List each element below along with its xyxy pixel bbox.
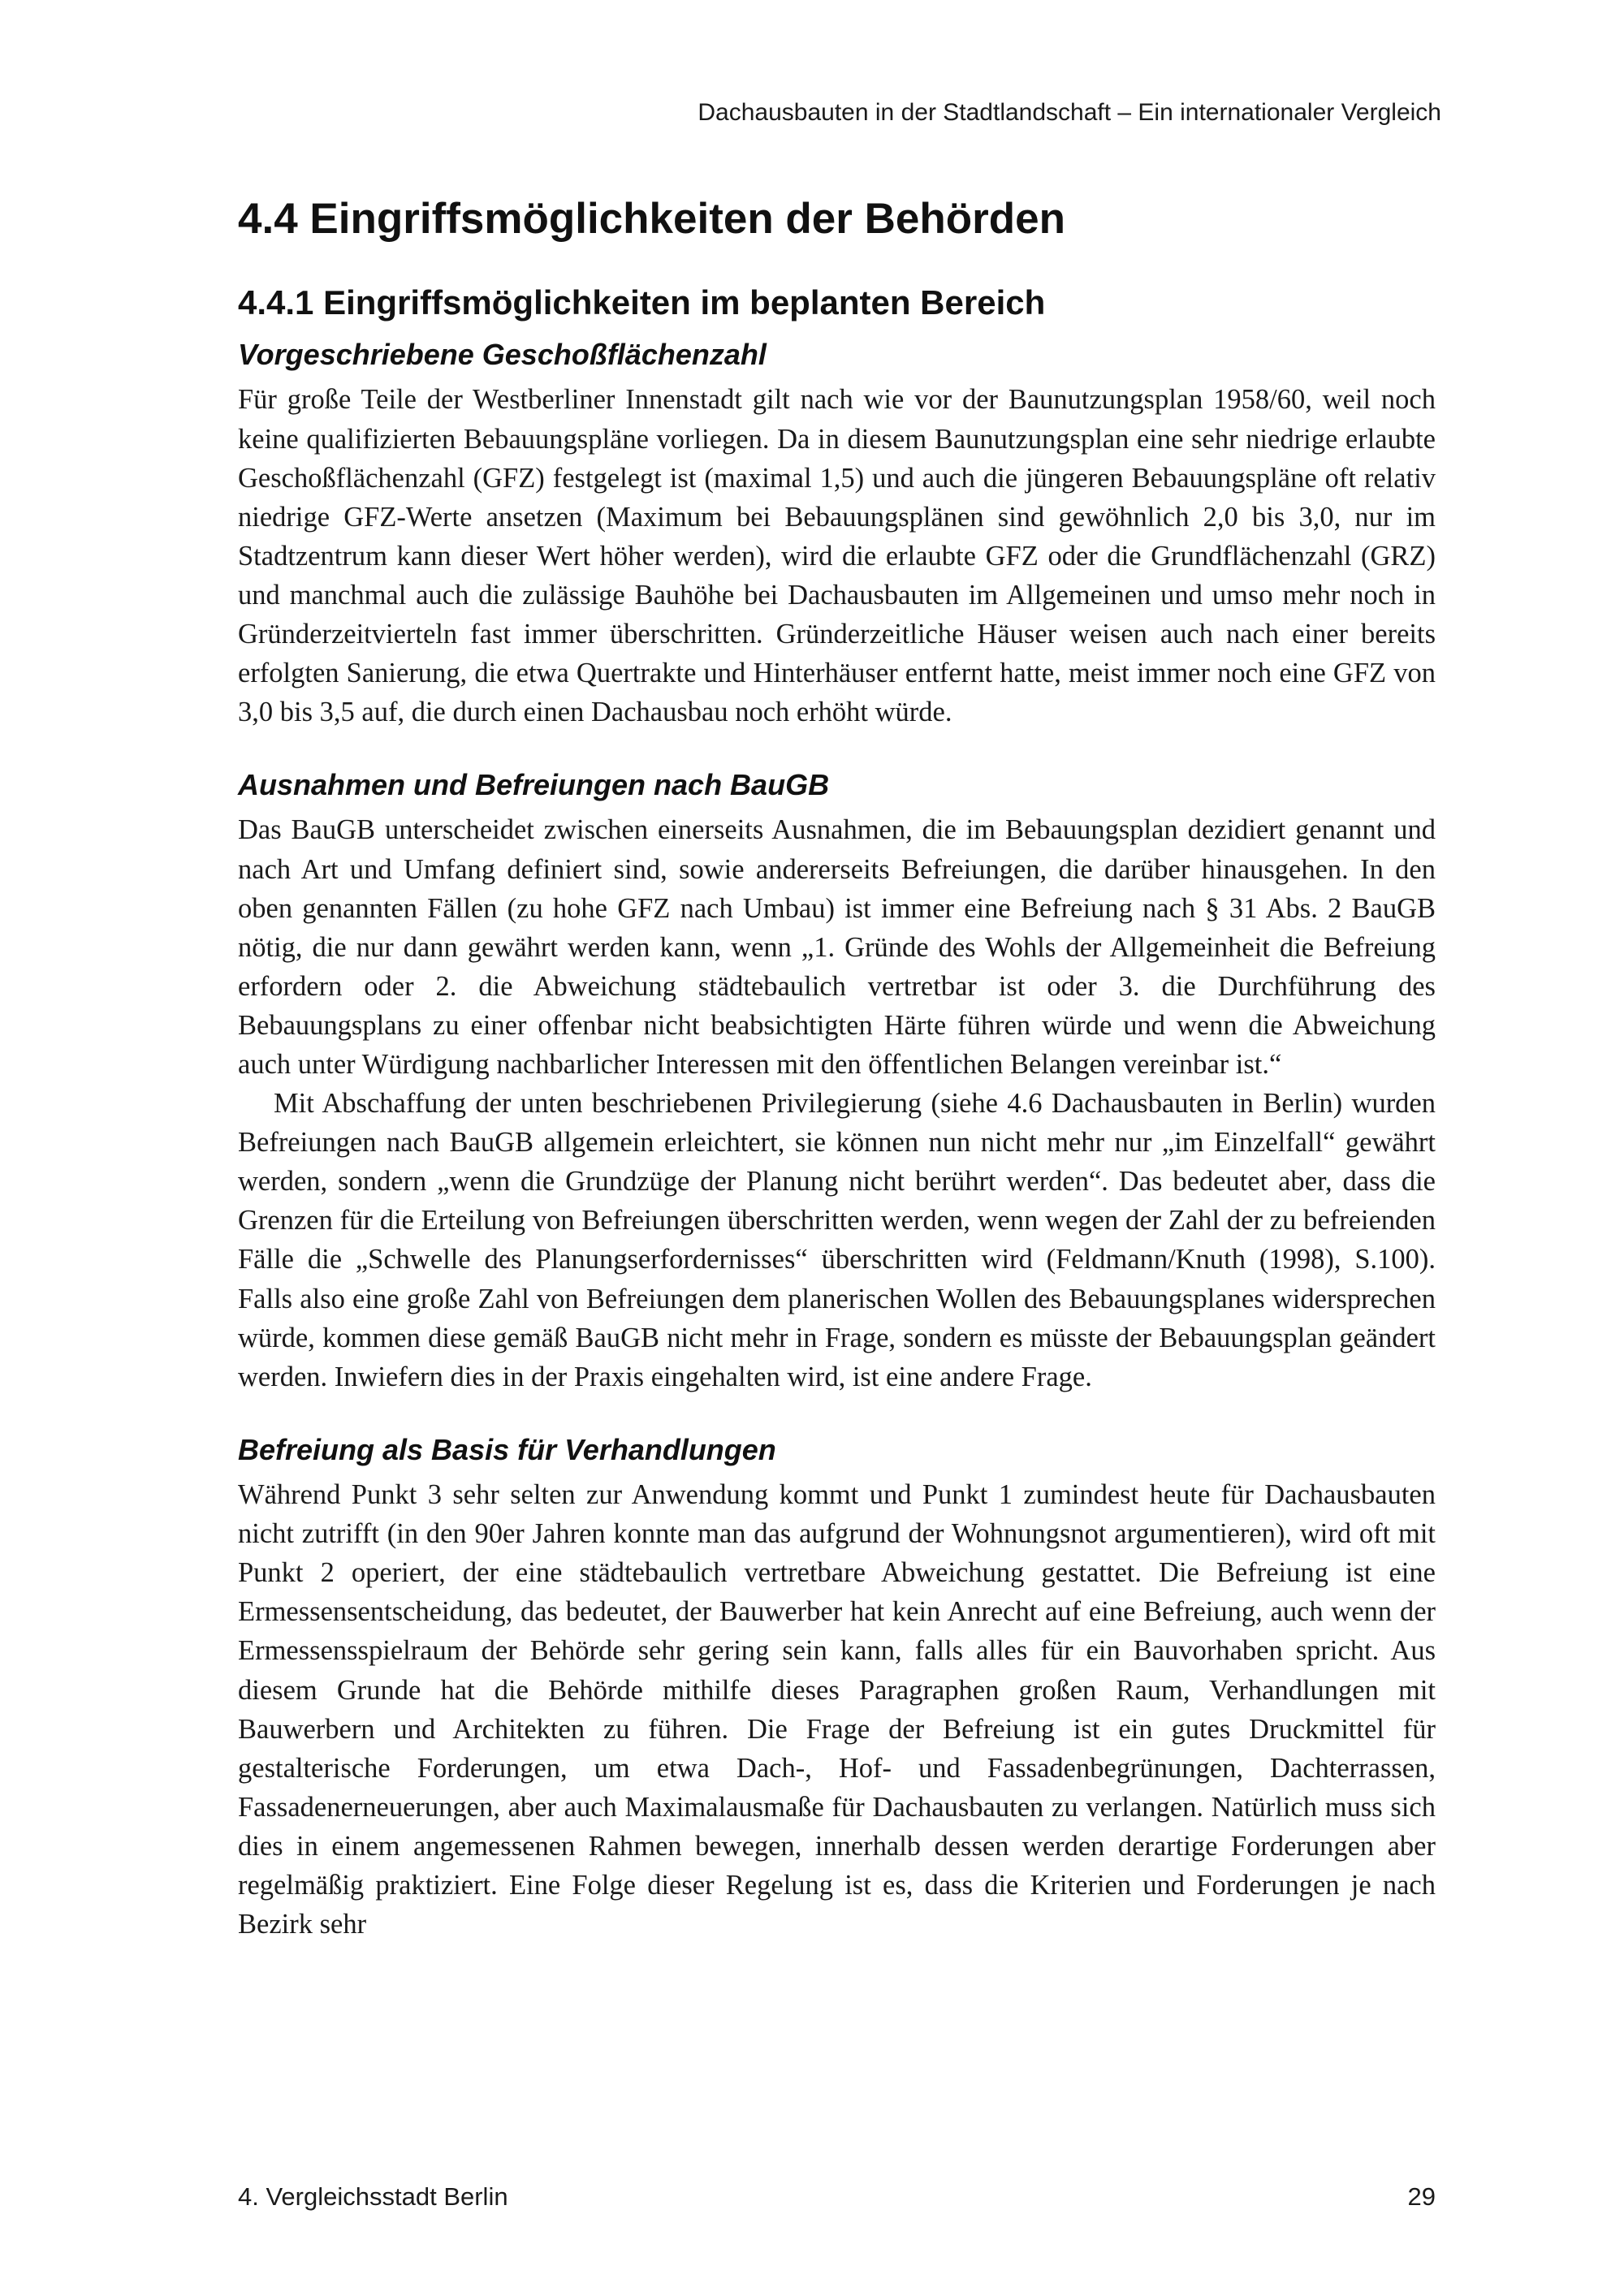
paragraph: Für große Teile der Westberliner Innenstadt gilt nach wie vor der Baunutzungsplan 1958/60, weil noch keine qualifizierten Bebauungspläne vorliegen. Da in diesem Baunutzungsplan eine sehr niedrige erlaubte Geschoßflächenzahl (GFZ) festgelegt ist (maximal 1,5) und auch die jüngeren Bebauungspläne oft relativ niedrige GFZ-Werte ansetzen (Maximum bei Bebauungsplänen sind gewöhnlich 2,0 bis 3,0, nur im Stadtzentrum kann dieser Wert höher werden), wird die erlaubte GFZ oder die Grundflächenzahl (GRZ) und manchmal auch die zulässige Bauhöhe bei Dachausbauten im Allgemeinen und umso mehr noch in Gründerzeitvierteln fast immer überschritten. Gründerzeitliche Häuser weisen auch nach einer bereits erfolgten Sanierung, die etwa Quertrakte und Hinterhäuser entfernt hatte, meist immer noch eine GFZ von 3,0 bis 3,5 auf, die durch einen Dachausbau noch erhöht würde.: [238, 384, 1436, 728]
paragraph: Mit Abschaffung der unten beschriebenen Privilegierung (siehe 4.6 Dachausbauten in Berlin) wurden Befreiungen nach BauGB allgemein erleichtert, sie können nun nicht mehr nur „im Einzelfall“ gewährt werden, sondern „wenn die Grundzüge der Planung nicht berührt werden“. Das bedeutet aber, dass die Grenzen für die Erteilung von Befreiungen überschritten werden, wenn wegen der Zahl der zu befreienden Fälle die „Schwelle des Planungserfordernisses“ überschritten wird (Feldmann/Knuth (1998), S.100). Falls also eine große Zahl von Befreiungen dem planerischen Wollen des Bebauungsplanes widersprechen würde, kommen diese gemäß BauGB nicht mehr in Frage, sondern es müsste der Bebauungsplan geändert werden. Inwiefern dies in der Praxis eingehalten wird, ist eine andere Frage.: [238, 1088, 1436, 1392]
subsection-title: 4.4.1 Eingriffsmöglichkeiten im beplanten Bereich: [238, 283, 1046, 322]
block-heading: Vorgeschriebene Geschoßflächenzahl: [238, 338, 767, 372]
section-title: 4.4 Eingriffsmöglichkeiten der Behörden: [238, 195, 1065, 243]
paragraph: Während Punkt 3 sehr selten zur Anwendung kommt und Punkt 1 zumindest heute für Dachausbauten nicht zutrifft (in den 90er Jahren konnte man das aufgrund der Wohnungsnot argumentieren), wird oft mit Punkt 2 operiert, der eine städtebaulich vertretbare Abweichung gestattet. Die Befreiung ist eine Ermessensentscheidung, das bedeutet, der Bauwerber hat kein Anrecht auf eine Befreiung, auch wenn der Ermessensspielraum der Behörde sehr gering sein kann, falls alles für ein Bauvorhaben spricht. Aus diesem Grunde hat die Behörde mithilfe dieses Paragraphen großen Raum, Verhandlungen mit Bauwerbern und Architekten zu führen. Die Frage der Befreiung ist ein gutes Druckmittel für gestalterische Forderungen, um etwa Dach-, Hof- und Fassadenbegrünungen, Dachterrassen, Fassadenerneuerungen, aber auch Maximalausmaße für Dachausbauten zu verlangen. Natürlich muss sich dies in einem angemessenen Rahmen bewegen, innerhalb dessen werden derartige Forderungen aber regelmäßig praktiziert. Eine Folge dieser Regelung ist es, dass die Kriterien und Forderungen je nach Bezirk sehr: [238, 1479, 1436, 1940]
block-befreiung-verhandlungen: [238, 1432, 1436, 1944]
block-heading: Befreiung als Basis für Verhandlungen: [238, 1432, 776, 1466]
footer-chapter: 4. Vergleichsstadt Berlin: [238, 2182, 508, 2211]
running-header: Dachausbauten in der Stadtlandschaft – Ein internationaler Vergleich: [698, 99, 1441, 126]
block-ausnahmen-befreiungen: [238, 767, 1436, 1396]
page-number: 29: [1407, 2182, 1436, 2211]
block-geschossflaechenzahl: [238, 337, 1436, 732]
paragraph: Das BauGB unterscheidet zwischen einerseits Ausnahmen, die im Bebauungsplan dezidiert genannt und nach Art und Umfang definiert sind, sowie andererseits Befreiungen, die darüber hinausgehen. In den oben genannten Fällen (zu hohe GFZ nach Umbau) ist immer eine Befreiung nach § 31 Abs. 2 BauGB nötig, die nur dann gewährt werden kann, wenn „1. Gründe des Wohls der Allgemeinheit die Befreiung erfordern oder 2. die Abweichung städtebaulich vertretbar ist oder 3. die Durchführung des Bebauungsplans zu einer offenbar nicht beabsichtigten Härte führen würde und wenn die Abweichung auch unter Würdigung nachbarlicher Interessen mit den öffentlichen Belangen vereinbar ist.“: [238, 814, 1436, 1081]
block-heading: Ausnahmen und Befreiungen nach BauGB: [238, 768, 830, 802]
page-content: [238, 195, 1436, 1944]
